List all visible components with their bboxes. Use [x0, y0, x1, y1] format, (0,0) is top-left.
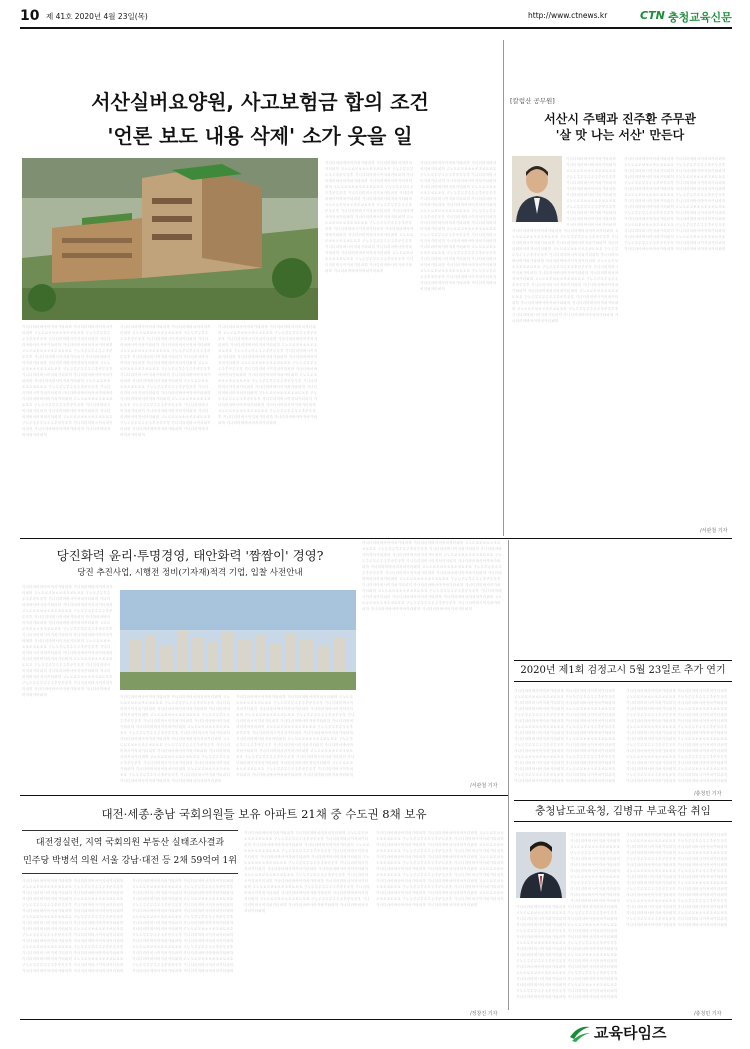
column1-col-1a — [566, 156, 620, 226]
article4-title: 대전·세종·충남 국회의원들 보유 아파트 21채 중 수도권 8채 보유 — [101, 807, 427, 821]
article4-sub1: 대전경실련, 지역 국회의원 부동산 실태조사결과 — [35, 838, 225, 848]
article2-col-4 — [362, 540, 504, 780]
footer-rule — [20, 1019, 732, 1020]
article1-title-1: 서산실버요양원, 사고보험금 합의 조건 — [91, 90, 429, 114]
article2-title: 당진화력 윤리·투명경영, 태안화력 '짬짬이' 경영? — [56, 548, 324, 563]
nursing-home-photo — [22, 158, 318, 320]
column1-byline: /서관철 기자 — [700, 528, 728, 534]
issue-date: 제 41호 2020년 4월 23일(목) — [46, 12, 148, 21]
column1-title-1: 서산시 주택과 진주환 주무관 — [544, 112, 696, 126]
cityscape-photo — [120, 590, 356, 690]
column1-col-2 — [624, 156, 730, 524]
article2-col-3 — [236, 694, 356, 784]
page-header — [20, 8, 732, 28]
article2-subtitle: 당진 추진사업, 시행전 정비(기자재)적격 기업, 입찰 사전안내 — [77, 568, 303, 578]
column-divider-2 — [508, 540, 509, 1010]
article5-title: 충청남도교육청, 김병규 부교육감 취임 — [535, 805, 711, 817]
article4-col-2 — [132, 878, 238, 1008]
article1-col-2 — [120, 324, 212, 520]
article3-col-1 — [514, 688, 620, 788]
article1-title-2: '언론 보도 내용 삭제' 소가 웃을 일 — [107, 124, 413, 148]
official-portrait-photo — [512, 156, 562, 222]
article1-col-1 — [22, 324, 114, 520]
article1-col-5 — [420, 160, 498, 520]
article3-title: 2020년 제1회 검정고시 5월 23일로 추가 연기 — [520, 665, 726, 676]
section-rule-1 — [20, 538, 732, 539]
article3-col-2 — [626, 688, 732, 788]
article2-col-2 — [120, 694, 230, 784]
swoosh-icon — [568, 1023, 592, 1047]
column1-col-1b — [512, 228, 620, 524]
article4-subhead-box — [22, 830, 238, 874]
footer-brand: 교육타임즈 — [594, 1024, 667, 1042]
footer-logo — [568, 1022, 732, 1044]
article5-col-2 — [626, 832, 732, 1008]
page-number: 10 — [20, 8, 40, 24]
section-rule-2 — [20, 795, 508, 796]
logo-mark: CTN — [640, 9, 665, 22]
header-rule — [20, 27, 732, 29]
article4-col-1 — [22, 878, 126, 1008]
column-divider-1 — [503, 40, 504, 536]
deputy-superintendent-photo — [516, 832, 566, 898]
column1-title-2: '살 맛 나는 서산' 만든다 — [555, 128, 685, 142]
article1-col-3 — [218, 324, 318, 520]
article4-col-3 — [244, 830, 370, 1008]
article4-col-4 — [376, 830, 504, 1008]
article3-byline: /충청민 기자 — [694, 791, 722, 797]
article4-sub2: 민주당 박병석 의원 서울 강남·대전 등 2채 59억여 1위 — [23, 856, 237, 866]
article2-col-1 — [22, 584, 114, 784]
article5-title-box — [514, 800, 732, 822]
article2-byline: /서관철 기자 — [470, 783, 498, 789]
article4-byline: /정창진 기자 — [470, 1011, 498, 1017]
article3-title-box — [514, 660, 732, 682]
article5-col-1b — [516, 904, 622, 1008]
paper-name: 충청교육신문 — [668, 11, 732, 24]
site-url[interactable]: http://www.ctnews.kr — [528, 11, 608, 20]
article5-byline: /충청민 기자 — [694, 1011, 722, 1017]
article5-col-1a — [570, 832, 622, 902]
article1-col-4 — [325, 160, 415, 520]
column1-tag: [칼럼산 공무원] — [510, 97, 555, 105]
